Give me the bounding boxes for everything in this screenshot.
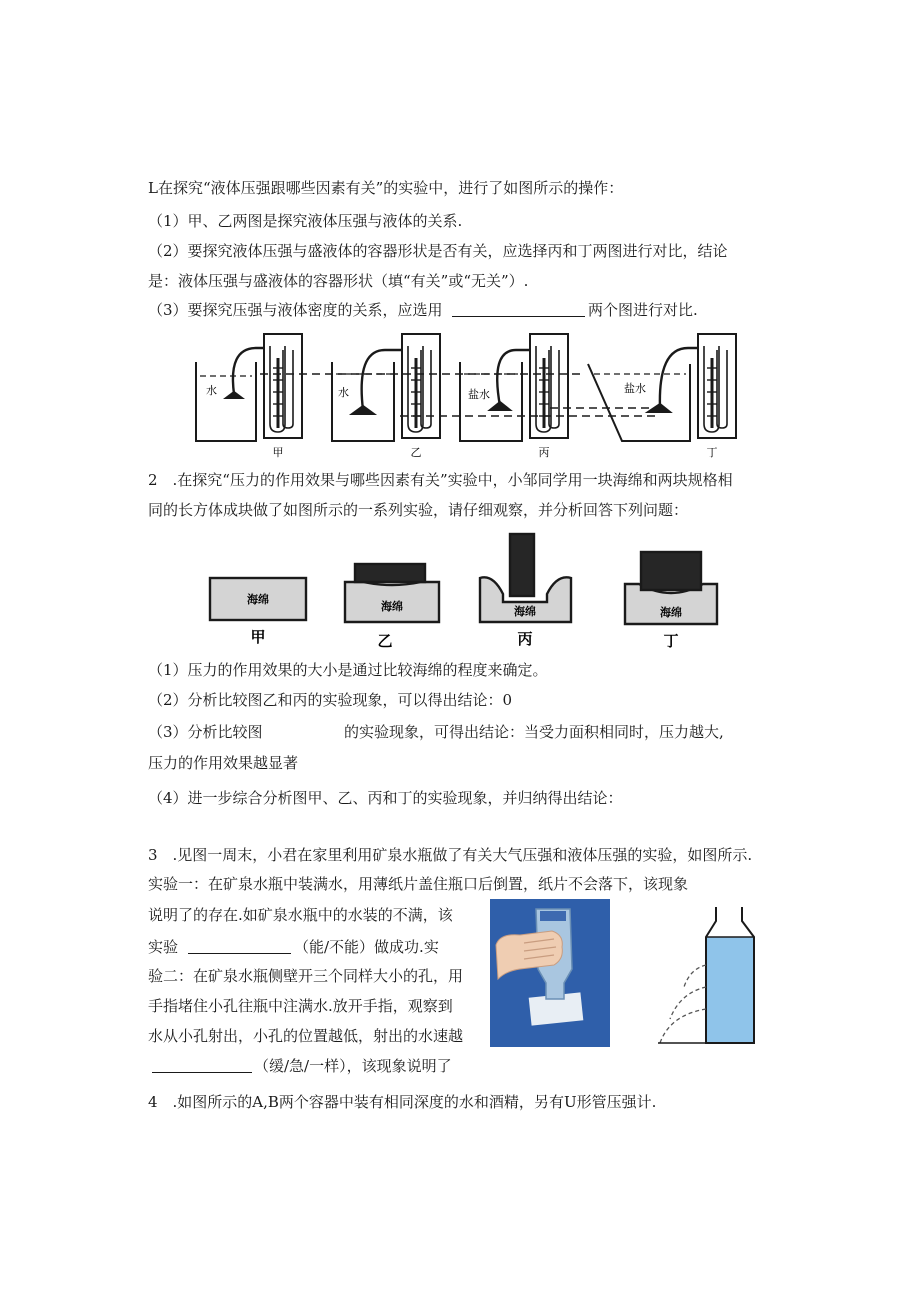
liquid-label-2: 水 [338, 386, 349, 399]
q2-intro-b: 同的长方体成块做了如图所示的一系列实验，请仔细观察，并分析回答下列问题： [148, 501, 689, 519]
sponge-label-ding: 海绵 [660, 606, 682, 619]
q2-part4: （4）进一步综合分析图甲、乙、丙和丁的实验现象，并归纳得出结论： [148, 789, 623, 807]
q3-line3b: （能/不能）做成功.实 [294, 938, 439, 956]
q3-line2: 说明了的存在.如矿泉水瓶中的水装的不满，该 [148, 906, 453, 924]
q1-part2b: 是：液体压强与盛液体的容器形状（填“有关”或“无关”）. [148, 272, 529, 290]
liquid-label-1: 水 [206, 384, 217, 397]
liquid-label-3: 盐水 [468, 388, 490, 401]
q3-line7: （缓/急/一样），该现象说明了 [254, 1057, 452, 1075]
q1-intro: L在探究“液体压强跟哪些因素有关”的实验中，进行了如图所示的操作： [148, 179, 624, 197]
q4-intro: 4 .如图所示的A,B两个容器中装有相同深度的水和酒精，另有U形管压强计. [148, 1093, 657, 1111]
q3-diagram-bottle-holes [658, 905, 758, 1047]
q1-figure [190, 328, 750, 460]
fig2-caption-ding: 丁 [663, 632, 679, 650]
fig1-caption-jia: 甲 [272, 446, 284, 459]
q3-photo-inverted-bottle [490, 899, 610, 1047]
liquid-label-4: 盐水 [624, 382, 646, 395]
sponge-label-jia: 海绵 [247, 593, 269, 606]
q2-part3b: 的实验现象，可得出结论：当受力面积相同时，压力越大, [344, 723, 724, 741]
q3-line3a: 实验 [148, 938, 179, 956]
q2-part3a: （3）分析比较图 [148, 723, 263, 741]
q2-intro-a: 2 .在探究“压力的作用效果与哪些因素有关”实验中，小邹同学用一块海绵和两块规格相 [148, 471, 733, 489]
fig2-caption-yi: 乙 [377, 632, 393, 650]
fig1-caption-bing: 丙 [538, 446, 550, 459]
sponge-label-bing: 海绵 [514, 605, 536, 618]
q2-figure [205, 530, 735, 656]
fig1-caption-ding: 丁 [706, 446, 718, 459]
q3-blank-can[interactable] [188, 953, 291, 954]
q1-part3b: 两个图进行对比. [588, 301, 698, 319]
q2-part2: （2）分析比较图乙和丙的实验现象，可以得出结论：0 [148, 691, 513, 709]
q1-part1: （1）甲、乙两图是探究液体压强与液体的关系. [148, 212, 463, 230]
q3-line5: 手指堵住小孔往瓶中注满水.放开手指，观察到 [148, 997, 453, 1015]
fig1-caption-yi: 乙 [410, 446, 422, 459]
q2-part3c: 压力的作用效果越显著 [148, 754, 299, 772]
fig2-caption-jia: 甲 [250, 628, 266, 646]
q1-answer-blank[interactable] [452, 316, 585, 317]
sponge-label-yi: 海绵 [381, 600, 403, 613]
q1-part2a: （2）要探究液体压强与盛液体的容器形状是否有关，应选择丙和丁两图进行对比，结论 [148, 242, 728, 260]
q3-line1: 实验一：在矿泉水瓶中装满水，用薄纸片盖住瓶口后倒置，纸片不会落下，该现象 [148, 875, 689, 893]
fig2-caption-bing: 丙 [517, 630, 533, 648]
q2-part1: （1）压力的作用效果的大小是通过比较海绵的程度来确定。 [148, 661, 548, 679]
q3-blank-speed[interactable] [152, 1072, 252, 1073]
q3-line4: 验二：在矿泉水瓶侧壁开三个同样大小的孔，用 [148, 967, 464, 985]
q3-line6: 水从小孔射出，小孔的位置越低，射出的水速越 [148, 1027, 464, 1045]
q3-intro: 3 .见图一周末，小君在家里利用矿泉水瓶做了有关大气压强和液体压强的实验，如图所示. [148, 846, 753, 864]
q1-part3a: （3）要探究压强与液体密度的关系，应选用 [148, 301, 443, 319]
